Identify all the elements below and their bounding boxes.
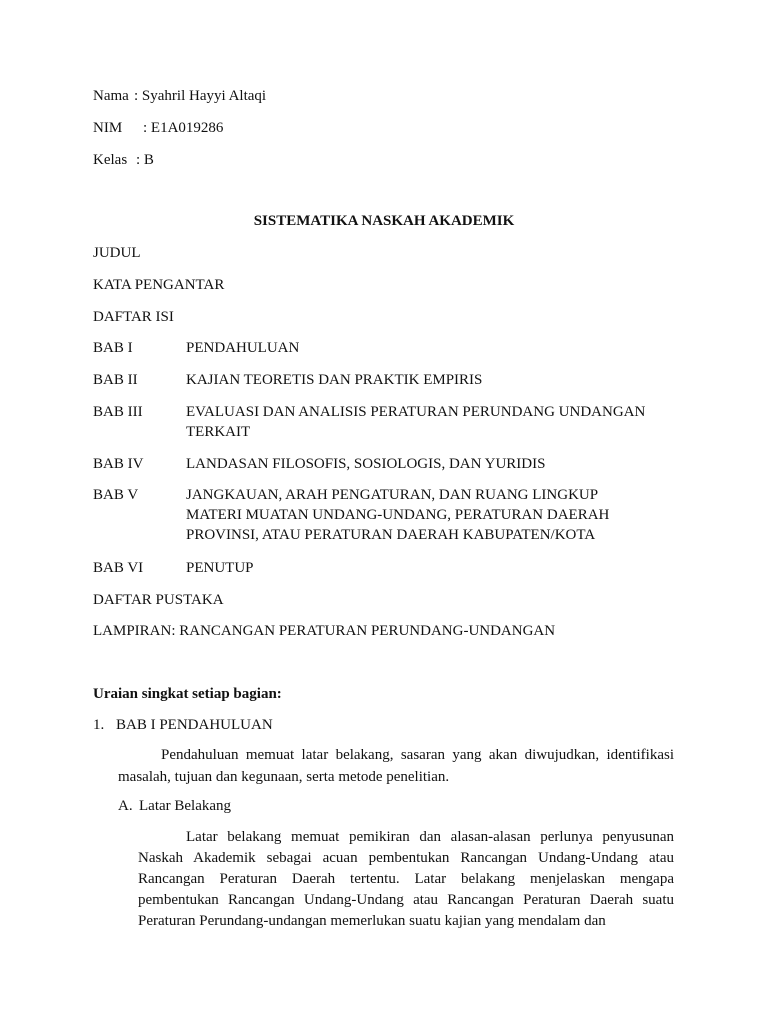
- chapter-title-line: JANGKAUAN, ARAH PENGATURAN, DAN RUANG LINGKUP: [186, 487, 599, 503]
- document-title: SISTEMATIKA NASKAH AKADEMIK: [253, 213, 515, 229]
- name-value: : Syahril Hayyi Altaqi: [134, 88, 267, 104]
- subsection-letter: A.: [118, 798, 133, 814]
- chapter-title: [186, 402, 676, 442]
- section-number: 1.: [93, 717, 105, 733]
- chapter-number: BAB I: [93, 340, 133, 356]
- back-matter-item: DAFTAR PUSTAKA: [93, 592, 224, 608]
- front-matter-item: KATA PENGANTAR: [93, 277, 225, 293]
- chapter-title-line: MATERI MUATAN UNDANG-UNDANG, PERATURAN DAERAH: [186, 507, 610, 523]
- back-matter-item: LAMPIRAN: RANCANGAN PERATURAN PERUNDANG-UNDANGAN: [93, 623, 556, 639]
- chapter-title: [186, 454, 676, 474]
- section-paragraph: Pendahuluan memuat latar belakang, sasaran yang akan diwujudkan, identifikasi masalah, tujuan dan kegunaan, serta metode penelitian.: [118, 747, 674, 785]
- subsection-label: Latar Belakang: [139, 798, 232, 814]
- summary-heading: Uraian singkat setiap bagian:: [93, 686, 282, 702]
- chapter-title-line: EVALUASI DAN ANALISIS PERATURAN PERUNDANG UNDANGAN: [186, 404, 646, 420]
- name-label: Nama: [93, 88, 129, 104]
- chapter-title: [186, 558, 676, 578]
- nim-line: [93, 118, 223, 138]
- kelas-line: [93, 150, 154, 170]
- subsection-paragraph: Latar belakang memuat pemikiran dan alasan-alasan perlunya penyusunan Naskah Akademik sebagai acuan pembentukan Rancangan Undang-Undang atau Rancangan Peraturan Daerah tertentu. Latar belakang menjelaskan mengapa pembentukan Rancangan Undang-Undang atau Rancangan Peraturan Daerah suatu Peraturan Perundang-undangan memerlukan suatu kajian yang mendalam dan: [138, 829, 674, 929]
- front-matter-item: JUDUL: [93, 245, 141, 261]
- front-matter-item: DAFTAR ISI: [93, 309, 174, 325]
- kelas-value: : B: [136, 152, 154, 168]
- section-label: BAB I PENDAHULUAN: [116, 717, 273, 733]
- chapter-title: [186, 485, 676, 545]
- chapter-title-line: PENDAHULUAN: [186, 340, 300, 356]
- section-heading: [93, 715, 273, 735]
- chapter-title-line: TERKAIT: [186, 424, 251, 440]
- chapter-number: BAB VI: [93, 560, 144, 576]
- chapter-title-line: LANDASAN FILOSOFIS, SOSIOLOGIS, DAN YURIDIS: [186, 456, 546, 472]
- nim-label: NIM: [93, 120, 123, 136]
- nim-value: : E1A019286: [143, 120, 224, 136]
- chapter-number: BAB IV: [93, 456, 144, 472]
- name-line: [93, 86, 266, 106]
- kelas-label: Kelas: [93, 152, 128, 168]
- chapter-number: BAB II: [93, 372, 138, 388]
- chapter-title-line: KAJIAN TEORETIS DAN PRAKTIK EMPIRIS: [186, 372, 483, 388]
- chapter-title-line: PROVINSI, ATAU PERATURAN DAERAH KABUPATEN/KOTA: [186, 527, 596, 543]
- chapter-number: BAB III: [93, 404, 143, 420]
- chapter-number: BAB V: [93, 487, 139, 503]
- subsection-heading: [118, 796, 231, 816]
- chapter-title-line: PENUTUP: [186, 560, 254, 576]
- chapter-title: [186, 338, 676, 358]
- chapter-title: [186, 370, 676, 390]
